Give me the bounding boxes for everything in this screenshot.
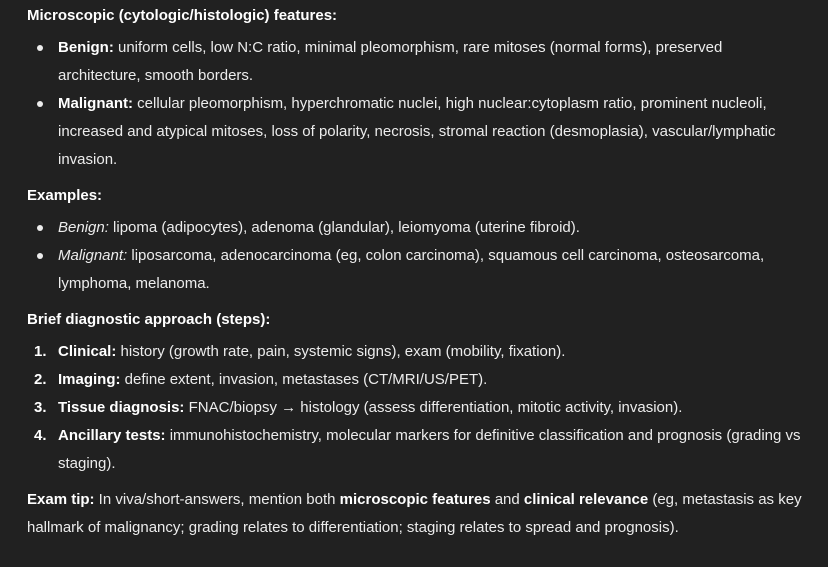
step-number: 1. (34, 343, 47, 360)
list-item (34, 338, 807, 366)
list-item (58, 242, 807, 298)
step-text: define extent, invasion, metastases (CT/MRI/US/PET). (120, 371, 488, 388)
step-label: Clinical: (58, 343, 117, 360)
examples-list (27, 214, 807, 298)
step-number: 2. (34, 371, 47, 388)
exam-tip-text: In viva/short-answers, mention both (94, 491, 340, 508)
item-text: uniform cells, low N:C ratio, minimal pleomorphism, rare mitoses (normal forms), preserved architecture, smooth borders. (58, 39, 723, 84)
step-text: immunohistochemistry, molecular markers for definitive classification and prognosis (grading vs staging). (58, 427, 801, 472)
item-label: Malignant: (58, 95, 133, 112)
item-label: Benign: (58, 219, 109, 236)
list-item (58, 90, 807, 174)
list-item (34, 422, 807, 478)
exam-tip-emphasis: clinical relevance (523, 491, 649, 508)
exam-tip-label: Exam tip: (27, 491, 95, 508)
microscopic-heading: Microscopic (cytologic/histologic) features: (27, 7, 338, 24)
examples-heading: Examples: (27, 187, 103, 204)
list-item (58, 214, 807, 242)
exam-tip-text: (eg, metastasis as key hallmark of malignancy; grading relates to differentiation; staging relates to spread and prognosis). (27, 491, 802, 536)
item-text: lipoma (adipocytes), adenoma (glandular), leiomyoma (uterine fibroid). (108, 219, 580, 236)
exam-tip (27, 486, 807, 542)
exam-tip-emphasis: microscopic features (339, 491, 491, 508)
exam-tip-text: and (490, 491, 524, 508)
step-label: Ancillary tests: (58, 427, 166, 444)
step-text: history (growth rate, pain, systemic signs), exam (mobility, fixation). (116, 343, 566, 360)
step-label: Tissue diagnosis: (58, 399, 185, 416)
document-body (27, 2, 807, 542)
step-text: FNAC/biopsy → histology (assess differentiation, mitotic activity, invasion). (184, 399, 683, 416)
step-number: 3. (34, 399, 47, 416)
list-item (34, 394, 807, 422)
step-number: 4. (34, 427, 47, 444)
item-text: liposarcoma, adenocarcinoma (eg, colon carcinoma), squamous cell carcinoma, osteosarcoma, lymphoma, melanoma. (58, 247, 765, 292)
item-text: cellular pleomorphism, hyperchromatic nuclei, high nuclear:cytoplasm ratio, prominent nucleoli, increased and atypical mitoses, loss of polarity, necrosis, stromal reaction (desmoplasia), vascular/lymphatic invasion. (58, 95, 776, 168)
item-label: Malignant: (58, 247, 128, 264)
list-item (58, 34, 807, 90)
microscopic-list (27, 34, 807, 174)
diagnostic-steps (27, 338, 807, 478)
step-label: Imaging: (58, 371, 121, 388)
list-item (34, 366, 807, 394)
item-label: Benign: (58, 39, 114, 56)
diagnostic-heading: Brief diagnostic approach (steps): (27, 311, 271, 328)
